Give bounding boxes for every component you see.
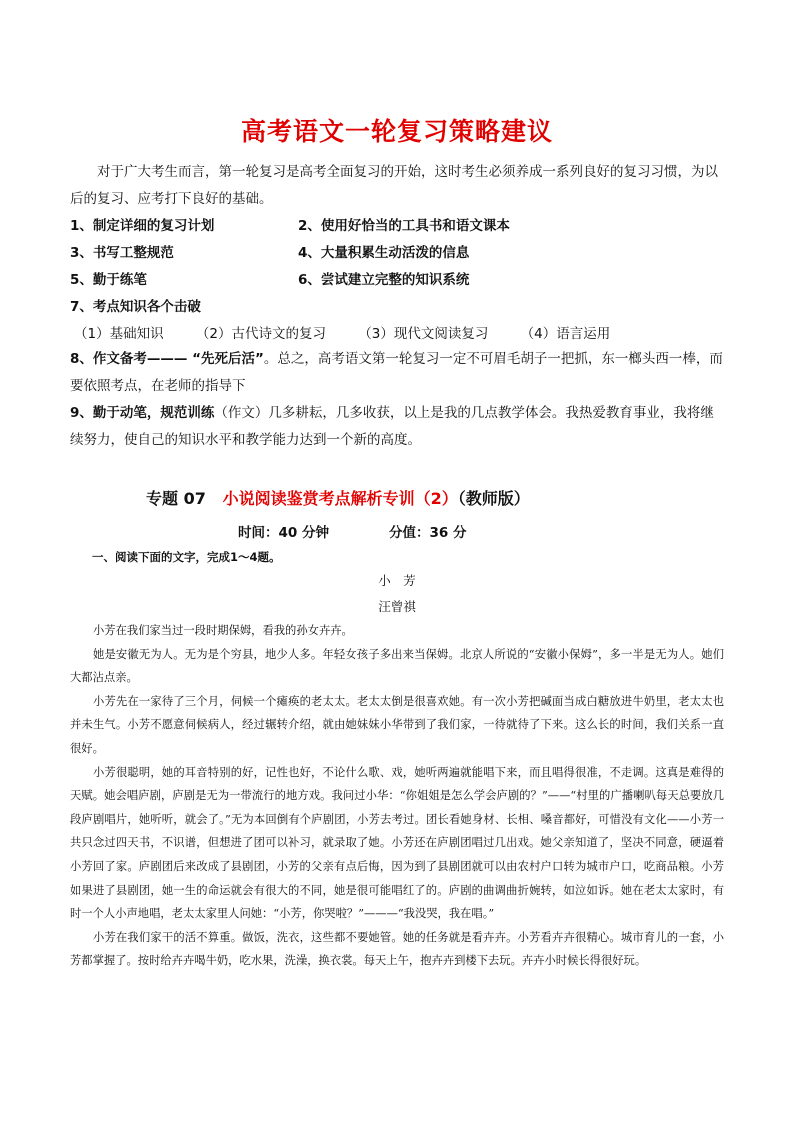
tip-8-label: 8、作文备考——— “先死后活” — [70, 351, 264, 367]
section-title — [146, 486, 530, 509]
story-paragraph: 小芳在我们家干的活不算重。做饭，洗衣，这些都不要她管。她的任务就是看卉卉。小芳看卉卉很精心。城市育儿的一套，小芳都掌握了。按时给卉卉喝牛奶，吃水果，洗澡，换衣裳。每天上午，抱卉卉到楼下去玩。卉卉小时候长得很好玩。 — [70, 930, 724, 968]
subcategory-list — [74, 324, 638, 344]
story-paragraph: 她是安徽无为人。无为是个穷县，地少人多。年轻女孩子多出来当保姆。北京人所说的“安徽小保姆”，多一半是无为人。她们大都沾点亲。 — [70, 647, 724, 685]
subcategory-item: （3）现代文阅读复习 — [358, 326, 489, 342]
tip-3: 3、书写工整规范 — [70, 245, 174, 261]
tip-2: 2、使用好恰当的工具书和语文课本 — [298, 218, 510, 234]
tip-4: 4、大量积累生动活泼的信息 — [298, 245, 470, 261]
tip-1: 1、制定详细的复习计划 — [70, 218, 215, 234]
story-author: 汪曾祺 — [378, 599, 416, 614]
page-title: 高考语文一轮复习策略建议 — [240, 117, 553, 146]
question-instruction: 一、阅读下面的文字，完成1～4题。 — [92, 550, 281, 564]
subcategory-item: （4）语言运用 — [520, 326, 611, 342]
story-body — [70, 619, 724, 973]
tip-8-text: 。总之，高考语文第一轮复习一定不可眉毛胡子一把抓，东一榔头西一棒，而要依照考点，在老师的指导下 — [70, 351, 723, 394]
section-name: 小说阅读鉴赏考点解析专训（2） — [222, 489, 458, 508]
time-score-line — [238, 521, 467, 541]
score-value: 分值：36 分 — [389, 525, 467, 541]
intro-paragraph: 对于广大考生而言，第一轮复习是高考全面复习的开始，这时考生必须养成一系列良好的复习习惯，为以后的复习、应考打下良好的基础。 — [70, 164, 718, 207]
time-limit: 时间：40 分钟 — [238, 525, 329, 541]
tip-5: 5、勤于练笔 — [70, 272, 147, 288]
subcategory-item: （1）基础知识 — [74, 326, 164, 342]
story-paragraph: 小芳很聪明，她的耳音特别的好，记性也好，不论什么歌、戏，她听两遍就能唱下来，而且唱得很准，不走调。这真是难得的天赋。她会唱庐剧，庐剧是无为一带流行的地方戏。我问过小华：“你姐姐是怎么学会庐剧的？”——“村里的广播喇叭每天总要放几段庐剧唱片，她听听，就会了。”无为本回倒有个庐剧团，小芳去考过。团长看她身材、长相、嗓音都好，可惜没有文化——小芳一共只念过四天书，不识谱，但想进了团可以补习，就录取了她。小芳还在庐剧团唱过几出戏。她父亲知道了，坚决不同意，硬逼着小芳回了家。庐剧团后来改成了县剧团，小芳的父亲有点后悔，因为到了县剧团就可以由农村户口转为城市户口，吃商品粮。小芳如果进了县剧团，她一生的命运就会有很大的不同，她是很可能唱红了的。庐剧的曲调曲折婉转，如泣如诉。她在老太太家时，有时一个人小声地唱，老太太家里人问她：“小芳，你哭啦？”———“我没哭，我在唱。” — [70, 765, 724, 921]
story-paragraph: 小芳先在一家待了三个月，伺候一个瘫痪的老太太。老太太倒是很喜欢她。有一次小芳把碱面当成白糖放进牛奶里，老太太也并未生气。小芳不愿意伺候病人，经过辗转介绍，就由她妹妹小华带到了我们家，一待就待了下来。这么长的时间，我们关系一直很好。 — [70, 694, 724, 755]
section-suffix: （教师版） — [457, 489, 530, 508]
tip-7: 7、考点知识各个击破 — [70, 299, 201, 315]
tip-9-text: （作文）几多耕耘，几多收获，以上是我的几点教学体会。我热爱教育事业，我将继续努力，使自己的知识水平和教学能力达到一个新的高度。 — [70, 405, 714, 448]
story-title: 小 芳 — [378, 573, 416, 588]
tip-9-paragraph — [70, 400, 726, 454]
tip-8-paragraph — [70, 346, 726, 400]
tip-9-label: 9、勤于动笔，规范训练 — [70, 405, 215, 421]
tip-6: 6、尝试建立完整的知识系统 — [298, 272, 470, 288]
subcategory-item: （2）古代诗文的复习 — [195, 326, 326, 342]
story-paragraph: 小芳在我们家当过一段时期保姆，看我的孙女卉卉。 — [93, 624, 353, 637]
section-prefix: 专题 07 — [146, 489, 206, 508]
